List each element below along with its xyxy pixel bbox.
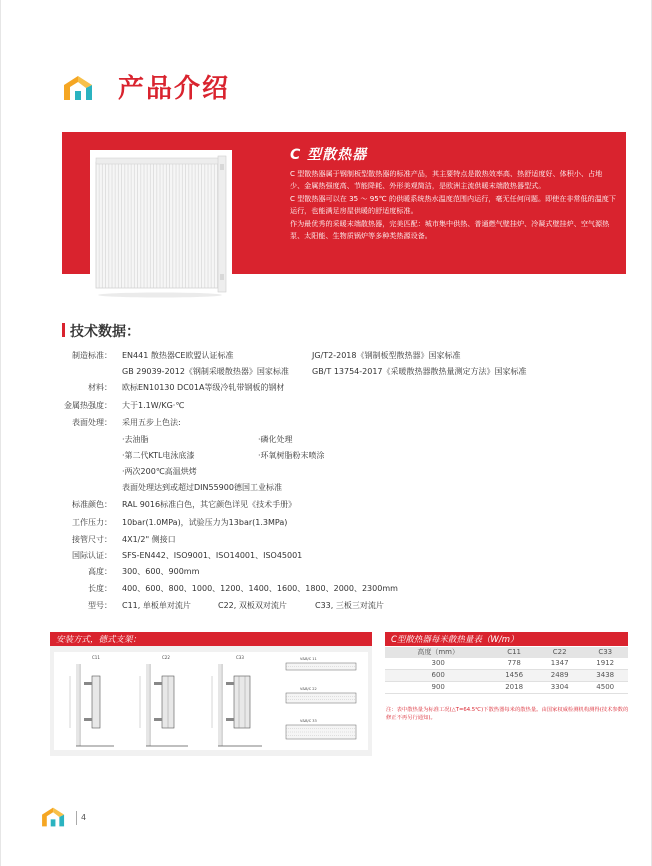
height-label: 高度： [88, 567, 112, 576]
table-row [385, 682, 628, 694]
surface-step: ·磷化处理 [258, 435, 293, 444]
install-diagram-panel [50, 646, 372, 756]
install-title: 安装方式，德式支架： [56, 635, 142, 645]
length-label: 长度： [88, 584, 112, 593]
diagram-label: C33 [236, 655, 244, 660]
column-header: 高度（mm） [385, 647, 491, 658]
color-label: 标准颜色： [72, 500, 112, 509]
table-cell: 3438 [582, 670, 628, 682]
install-header [50, 632, 372, 646]
banner-paragraph: C 型散热器可以在 35 ～ 95℃ 的供暖系统热水温度范围内运行，毫无任何问题。即使在非常低的温度下运行，也能满足房屋供暖的舒适度标准。 [290, 193, 616, 216]
table-cell: 1912 [582, 658, 628, 670]
banner-title: C 型散热器 [290, 147, 368, 163]
table-cell: 1347 [537, 658, 583, 670]
diagram-label: V&B/C 11 [300, 657, 317, 661]
pressure-label: 工作压力： [72, 518, 112, 527]
table-note: 注：表中散热量为标准工况(△T=64.5℃)下散热器每米的散热量。由国家权威检测机构测得(技术参数的修正不再另行通知)。 [386, 707, 629, 721]
radiator-product-image [90, 150, 232, 300]
footer-logo-icon [40, 806, 74, 828]
table-cell: 778 [491, 658, 537, 670]
standard-item: GB 29039-2012《钢制采暖散热器》国家标准 [122, 367, 289, 376]
surface-step: ·两次200℃高温烘烤 [122, 467, 197, 476]
install-diagram-icon [50, 646, 372, 756]
table-cell: 2489 [537, 670, 583, 682]
table-cell: 900 [385, 682, 491, 694]
table-cell: 300 [385, 658, 491, 670]
standard-item: GB/T 13754-2017《采暖散热器散热量测定方法》国家标准 [312, 367, 527, 376]
metal-label: 金属热强度： [64, 401, 112, 410]
standard-item: EN441 散热器CE欧盟认证标准 [122, 351, 234, 360]
table-cell: 3304 [537, 682, 583, 694]
table-header-row [385, 647, 628, 658]
column-header: C22 [537, 647, 583, 658]
table-cell: 600 [385, 670, 491, 682]
diagram-label: C11 [92, 655, 100, 660]
model-label: 型号： [88, 601, 112, 610]
metal-value: 大于1.1W/KG·℃ [122, 401, 185, 410]
length-value: 400、600、800、1000、1200、1400、1600、1800、2000、2300mm [122, 584, 398, 593]
heat-table-title: C型散热器每米散热量表（W/m） [391, 635, 519, 645]
surface-step: ·去油脂 [122, 435, 149, 444]
pipe-value: 4X1/2" 侧接口 [122, 535, 176, 544]
table-cell: 1456 [491, 670, 537, 682]
model-item: C11, 单板单对流片 [122, 601, 191, 610]
surface-label: 表面处理： [72, 418, 112, 427]
model-item: C22, 双板双对流片 [218, 601, 287, 610]
diagram-label: V&B/C 22 [300, 687, 317, 691]
color-value: RAL 9016标准白色，其它颜色详见《技术手册》 [122, 500, 297, 509]
banner-description [290, 168, 616, 242]
table-cell: 4500 [582, 682, 628, 694]
diagram-label: C22 [162, 655, 170, 660]
heat-table-header [385, 632, 628, 646]
table-row [385, 658, 628, 670]
banner-paragraph: 作为最优秀的采暖末端散热器，完美匹配：城市集中供热、普通燃气壁挂炉、冷凝式壁挂炉、空气源热泵、太阳能、生物质锅炉等多种类热源设备。 [290, 218, 610, 241]
standards-label: 制造标准： [72, 351, 112, 360]
model-item: C33, 三板三对流片 [315, 601, 384, 610]
table-row [385, 670, 628, 682]
column-header: C11 [491, 647, 537, 658]
table-cell: 2018 [491, 682, 537, 694]
surface-step: ·第二代KTL电泳底漆 [122, 451, 195, 460]
heat-output-table [385, 647, 628, 694]
surface-intro: 采用五步上色法: [122, 418, 181, 427]
material-label: 材料： [88, 383, 112, 392]
section-title: 技术数据： [70, 324, 140, 340]
pipe-label: 接管尺寸： [72, 535, 112, 544]
footer-divider [76, 811, 77, 825]
surface-note: 表面处理达到或超过DIN55900德国工业标准 [122, 483, 282, 492]
surface-step: ·环氧树脂粉末喷涂 [258, 451, 325, 460]
pressure-value: 10bar(1.0MPa)，试验压力为13bar(1.3MPa) [122, 518, 288, 527]
brand-logo-icon [62, 74, 104, 102]
cert-label: 国际认证： [72, 551, 112, 560]
section-accent-bar [62, 323, 65, 337]
standard-item: JG/T2-2018《钢制板型散热器》国家标准 [312, 351, 461, 360]
cert-value: SFS-EN442、ISO9001、ISO14001、ISO45001 [122, 551, 303, 560]
banner-paragraph: C 型散热器属于钢制板型散热器的标准产品，其主要特点是散热效率高、热舒适度好、体积小、占地少、金属热强度高、节能降耗、外形美观简洁，是欧洲主流供暖末端散热器型式。 [290, 169, 603, 191]
page-title: 产品介绍 [118, 74, 231, 104]
material-value: 欧标EN10130 DC01A等级冷轧带钢板的钢材 [122, 383, 285, 392]
height-value: 300、600、900mm [122, 567, 200, 576]
column-header: C33 [582, 647, 628, 658]
diagram-label: V&B/C 33 [300, 719, 317, 723]
page-number: 4 [81, 813, 87, 822]
